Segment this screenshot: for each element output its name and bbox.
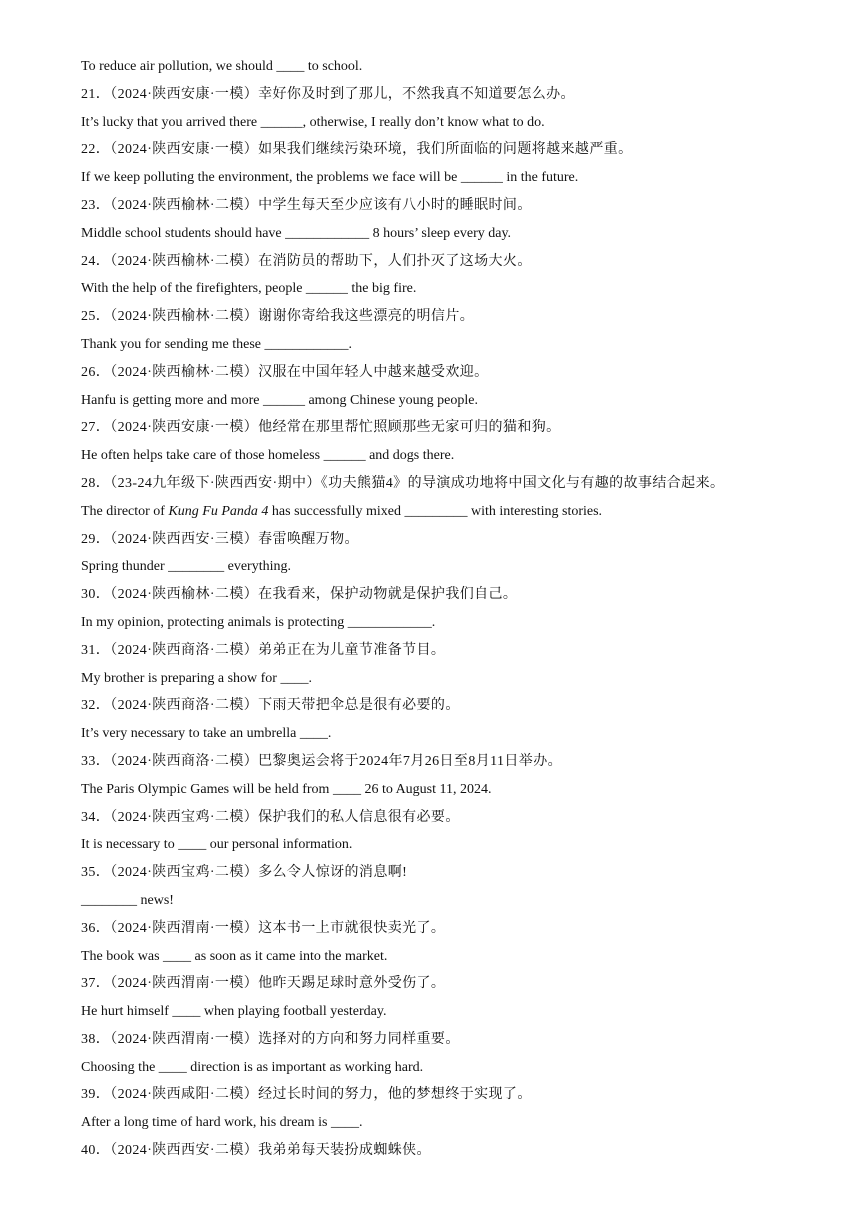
question-37-chinese: 37．（2024·陕西渭南·一模）他昨天踢足球时意外受伤了。 [81,976,446,992]
question-35-english: ________ news! [81,892,174,908]
question-25-chinese: 25．（2024·陕西榆林·二模）谢谢你寄给我这些漂亮的明信片。 [81,309,475,325]
question-39-chinese: 39．（2024·陕西咸阳·二模）经过长时间的努力，他的梦想终于实现了。 [81,1087,532,1103]
question-29-chinese: 29．（2024·陕西西安·三模）春雷唤醒万物。 [81,531,359,547]
question-26-chinese: 26．（2024·陕西榆林·二模）汉服在中国年轻人中越来越受欢迎。 [81,364,489,380]
question-30-english: In my opinion, protecting animals is protecting ____________. [81,614,436,630]
question-32-english: It’s very necessary to take an umbrella ____. [81,726,332,742]
question-33-english: The Paris Olympic Games will be held from ____ 26 to August 11, 2024. [81,781,492,797]
question-31-english: My brother is preparing a show for ____. [81,670,312,686]
question-34-chinese: 34．（2024·陕西宝鸡·二模）保护我们的私人信息很有必要。 [81,809,460,825]
intro-sentence: To reduce air pollution, we should ____ to school. [81,59,363,74]
question-39-english: After a long time of hard work, his dream is ____. [81,1115,363,1131]
question-32-chinese: 32．（2024·陕西商洛·二模）下雨天带把伞总是很有必要的。 [81,698,460,714]
question-22-chinese: 22．（2024·陕西安康·一模）如果我们继续污染环境，我们所面临的问题将越来越严重。 [81,142,633,158]
question-24-chinese: 24．（2024·陕西榆林·二模）在消防员的帮助下，人们扑灭了这场大火。 [81,253,532,269]
question-30-chinese: 30．（2024·陕西榆林·二模）在我看来，保护动物就是保护我们自己。 [81,587,518,603]
question-24-english: With the help of the firefighters, people ______ the big fire. [81,281,417,297]
question-23-english: Middle school students should have ____________ 8 hours’ sleep every day. [81,225,512,241]
question-33-chinese: 33．（2024·陕西商洛·二模）巴黎奥运会将于2024年7月26日至8月11日举办。 [81,753,563,769]
question-28-chinese: 28．（23-24九年级下·陕西西安·期中）《功夫熊猫4》的导演成功地将中国文化与有趣的故事结合起来。 [81,475,725,491]
question-27-chinese: 27．（2024·陕西安康·一模）他经常在那里帮忙照顾那些无家可归的猫和狗。 [81,420,561,436]
question-list [81,56,801,1168]
question-31-chinese: 31．（2024·陕西商洛·二模）弟弟正在为儿童节准备节目。 [81,642,446,658]
question-28-english [81,501,801,529]
question-40-chinese: 40．（2024·陕西西安·二模）我弟弟每天装扮成蜘蛛侠。 [81,1143,431,1159]
question-28-english-end: has successfully mixed _________ with interesting stories. [268,503,603,519]
question-21-english: It’s lucky that you arrived there ______, otherwise, I really don’t know what to do. [81,114,545,130]
question-38-chinese: 38．（2024·陕西渭南·一模）选择对的方向和努力同样重要。 [81,1031,460,1047]
question-23-chinese: 23．（2024·陕西榆林·二模）中学生每天至少应该有八小时的睡眠时间。 [81,197,532,213]
question-22-english: If we keep polluting the environment, the problems we face will be ______ in the future. [81,170,579,186]
question-38-english: Choosing the ____ direction is as important as working hard. [81,1059,424,1075]
movie-title: Kung Fu Panda 4 [168,503,269,519]
question-29-english: Spring thunder ________ everything. [81,559,291,575]
question-27-english: He often helps take care of those homeless ______ and dogs there. [81,448,455,464]
question-35-chinese: 35．（2024·陕西宝鸡·二模）多么令人惊讶的消息啊! [81,865,408,881]
question-25-english: Thank you for sending me these ____________. [81,336,353,352]
question-34-english: It is necessary to ____ our personal information. [81,837,353,853]
question-37-english: He hurt himself ____ when playing football yesterday. [81,1004,387,1020]
question-21-chinese: 21．（2024·陕西安康·一模）幸好你及时到了那儿，不然我真不知道要怎么办。 [81,86,575,102]
question-36-chinese: 36．（2024·陕西渭南·一模）这本书一上市就很快卖光了。 [81,920,446,936]
question-28-english-start: The director of [81,503,169,519]
question-26-english: Hanfu is getting more and more ______ among Chinese young people. [81,392,478,408]
question-36-english: The book was ____ as soon as it came into the market. [81,948,388,964]
